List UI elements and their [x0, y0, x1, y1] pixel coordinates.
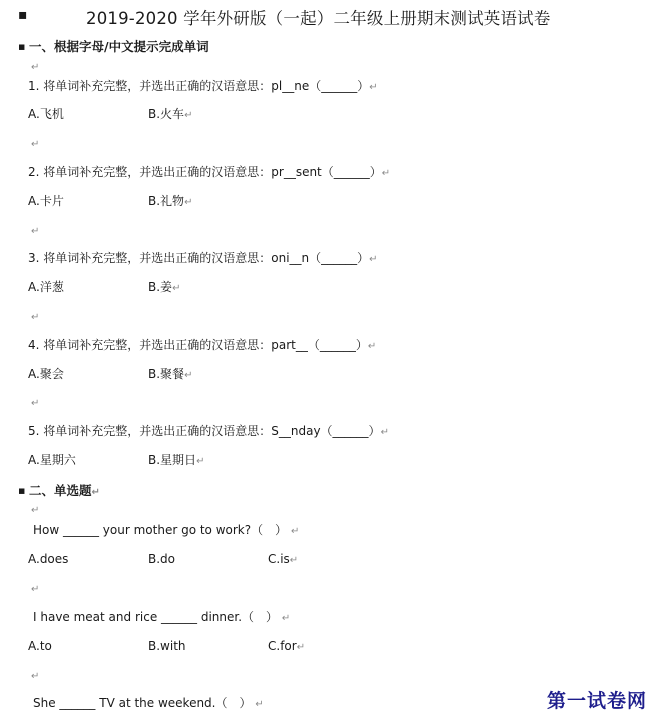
- option-a: A.飞机: [28, 107, 64, 121]
- question-stem: How ______ your mother go to work?（ ） ↵: [33, 523, 300, 537]
- paragraph-mark: ↵: [31, 62, 40, 73]
- question-stem: She ______ TV at the weekend.（ ） ↵: [33, 696, 264, 710]
- option-b: B.姜↵: [148, 280, 181, 294]
- option-b: B.with: [148, 639, 186, 653]
- section1-heading: 一、根据字母/中文提示完成单词: [29, 39, 209, 54]
- paragraph-mark: ↵: [31, 226, 40, 237]
- option-b: B.do: [148, 552, 176, 566]
- option-a: A.卡片: [28, 194, 64, 208]
- option-a: A.does: [28, 552, 69, 566]
- paragraph-mark: ↵: [31, 584, 40, 595]
- option-a: A.洋葱: [28, 280, 64, 294]
- section2-heading: 二、单选题↵: [29, 483, 100, 498]
- watermark-logo: 第一试卷网: [546, 690, 647, 712]
- bullet-mark: ▪: [18, 484, 26, 497]
- paragraph-mark: ↵: [31, 312, 40, 323]
- option-b: B.聚餐↵: [148, 367, 193, 381]
- question-stem: 4. 将单词补充完整，并选出正确的汉语意思：part__（______）↵: [28, 338, 377, 352]
- paragraph-mark: ↵: [31, 398, 40, 409]
- option-b: B.礼物↵: [148, 194, 193, 208]
- paragraph-mark: ↵: [31, 139, 40, 150]
- option-b: B.星期日↵: [148, 453, 205, 467]
- paragraph-mark: ↵: [31, 505, 40, 516]
- option-a: A.聚会: [28, 367, 64, 381]
- option-c: C.is↵: [268, 552, 299, 566]
- question-stem: 5. 将单词补充完整，并选出正确的汉语意思：S__nday（______）↵: [28, 424, 389, 438]
- option-b: B.火车↵: [148, 107, 193, 121]
- paragraph-mark: ↵: [31, 671, 40, 682]
- option-a: A.星期六: [28, 453, 76, 467]
- question-stem: 1. 将单词补充完整，并选出正确的汉语意思：pl__ne（______）↵: [28, 79, 378, 93]
- option-c: C.for↵: [268, 639, 306, 653]
- option-a: A.to: [28, 639, 52, 653]
- bullet-mark: ▪: [18, 40, 26, 53]
- question-stem: I have meat and rice ______ dinner.（ ） ↵: [33, 610, 291, 624]
- question-stem: 2. 将单词补充完整，并选出正确的汉语意思：pr__sent（______）↵: [28, 165, 391, 179]
- question-stem: 3. 将单词补充完整，并选出正确的汉语意思：oni__n（______）↵: [28, 251, 378, 265]
- bullet-mark: ▪: [18, 7, 28, 23]
- page-title: 2019-2020 学年外研版（一起）二年级上册期末测试英语试卷: [86, 9, 551, 28]
